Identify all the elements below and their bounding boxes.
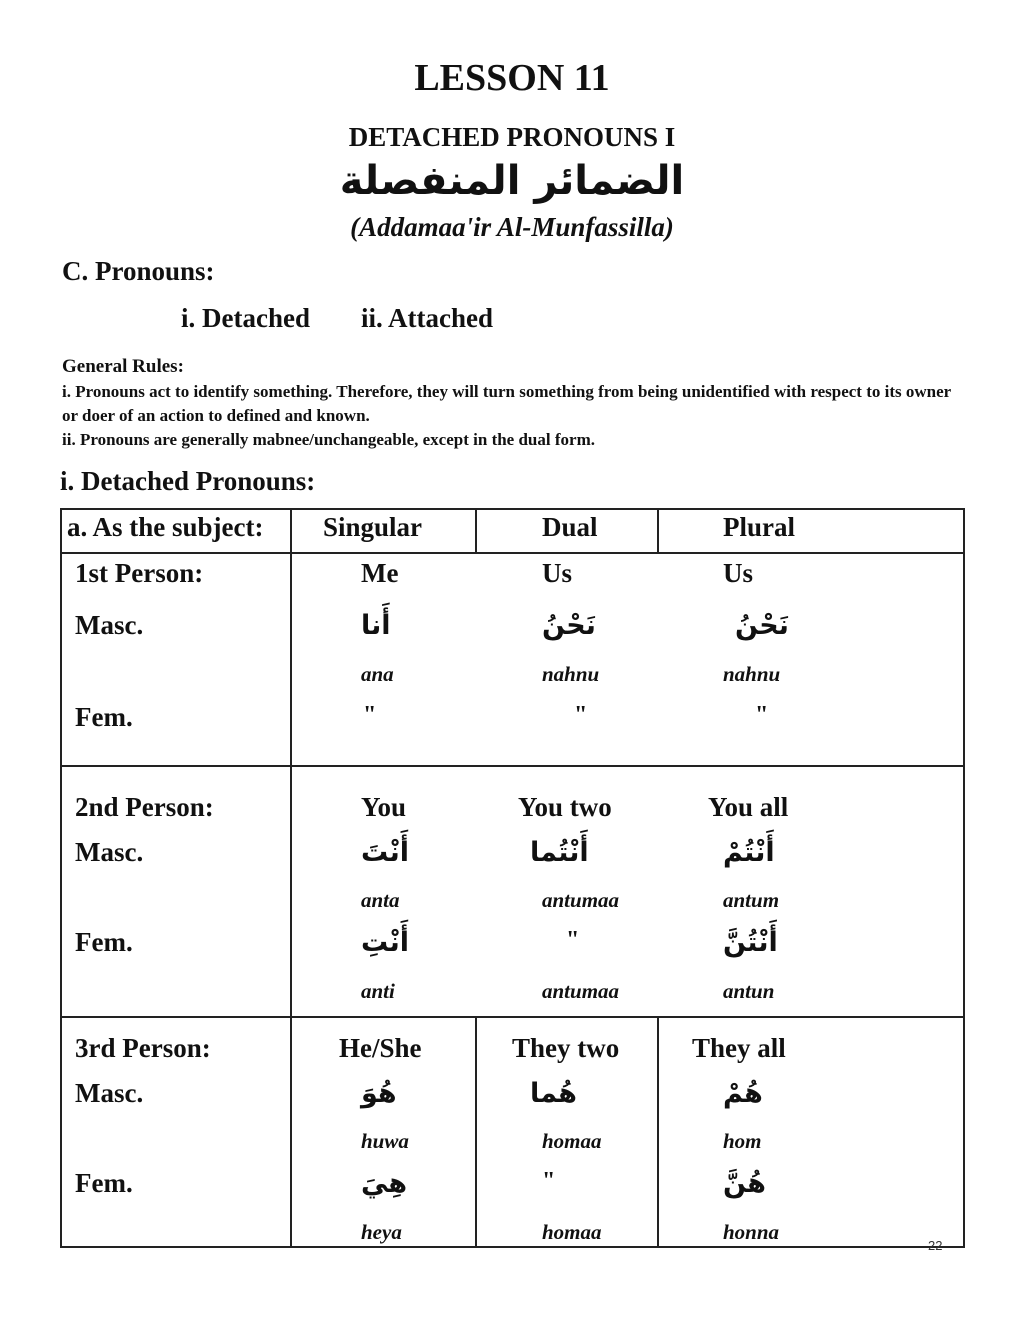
transliteration: anti — [361, 979, 395, 1003]
column-header-subject: a. As the subject: — [67, 512, 264, 542]
lesson-subtitle: DETACHED PRONOUNS I — [348, 122, 676, 152]
english-pronoun: They all — [692, 1033, 786, 1063]
arabic-pronoun: هِيَ — [361, 1168, 408, 1199]
transliteration: antum — [723, 888, 780, 912]
fem-label: Fem. — [75, 1168, 133, 1198]
arabic-title: الضمائر المنفصلة — [339, 158, 685, 204]
english-pronoun: Us — [542, 558, 573, 588]
fem-label: Fem. — [75, 927, 133, 957]
arabic-pronoun: أَنْتُنَّ — [723, 927, 778, 958]
arabic-pronoun: هُما — [530, 1078, 577, 1109]
transliteration: hom — [723, 1129, 762, 1153]
ditto-mark: " — [574, 702, 588, 728]
transliteration: ana — [361, 662, 394, 686]
table-row-divider — [60, 1016, 965, 1018]
transliteration: homaa — [542, 1129, 602, 1153]
person-label: 1st Person: — [75, 558, 204, 588]
arabic-pronoun: أَنْتَ — [361, 837, 409, 868]
masc-label: Masc. — [75, 610, 144, 640]
transliteration: homaa — [542, 1220, 602, 1244]
arabic-pronoun: هُوَ — [361, 1078, 397, 1109]
arabic-pronoun: نَحْنُ — [735, 610, 789, 641]
english-pronoun: Us — [723, 558, 754, 588]
arabic-pronoun: أَنْتُمْ — [723, 837, 775, 868]
english-pronoun: They two — [512, 1033, 620, 1063]
transliteration: honna — [723, 1220, 780, 1244]
transliteration: nahnu — [723, 662, 781, 686]
table-column-divider — [657, 508, 659, 553]
column-header-singular: Singular — [323, 512, 423, 542]
arabic-pronoun: هُنَّ — [723, 1168, 767, 1199]
transliteration: antun — [723, 979, 775, 1003]
table-row-divider — [60, 765, 965, 767]
table-column-divider — [290, 508, 292, 1248]
transliteration: anta — [361, 888, 400, 912]
arabic-pronoun: هُمْ — [723, 1078, 763, 1109]
rule-item: i. Pronouns act to identify something. Therefore, they will turn something from being unidentified with respect to its owner or doer of an action to defined and known. — [62, 382, 951, 425]
arabic-pronoun: أَنْتُما — [530, 837, 589, 868]
fem-label: Fem. — [75, 702, 133, 732]
title-transliteration: (Addamaa'ir Al-Munfassilla) — [350, 212, 674, 242]
general-rules-heading: General Rules: — [62, 356, 184, 377]
english-pronoun: Me — [361, 558, 399, 588]
column-header-plural: Plural — [723, 512, 795, 542]
ditto-mark: " — [542, 1168, 556, 1194]
table-border-left — [60, 508, 62, 1248]
english-pronoun: You two — [518, 792, 612, 822]
english-pronoun: You all — [708, 792, 789, 822]
masc-label: Masc. — [75, 1078, 144, 1108]
masc-label: Masc. — [75, 837, 144, 867]
transliteration: nahnu — [542, 662, 600, 686]
page-number: 22 — [928, 1238, 943, 1253]
transliteration: heya — [361, 1220, 402, 1244]
table-border-top — [60, 508, 965, 510]
section-heading: C. Pronouns: — [62, 256, 215, 286]
lesson-title: LESSON 11 — [414, 57, 610, 99]
table-border-bottom — [60, 1246, 965, 1248]
table-column-divider — [657, 1016, 659, 1248]
pronoun-type-attached: ii. Attached — [361, 303, 493, 333]
ditto-mark: " — [363, 702, 377, 728]
person-label: 3rd Person: — [75, 1033, 211, 1063]
table-border-right — [963, 508, 965, 1248]
table-column-divider — [475, 508, 477, 553]
ditto-mark: " — [755, 702, 769, 728]
pronoun-type-detached: i. Detached — [181, 303, 310, 333]
english-pronoun: You — [361, 792, 407, 822]
arabic-pronoun: أَنا — [361, 610, 391, 641]
table-column-divider — [475, 1016, 477, 1248]
column-header-dual: Dual — [542, 512, 598, 542]
rule-item: ii. Pronouns are generally mabnee/unchangeable, except in the dual form. — [62, 430, 595, 449]
english-pronoun: He/She — [339, 1033, 422, 1063]
person-label: 2nd Person: — [75, 792, 214, 822]
arabic-pronoun: نَحْنُ — [542, 610, 596, 641]
arabic-pronoun: أَنْتِ — [361, 927, 409, 958]
transliteration: antumaa — [542, 888, 620, 912]
transliteration: huwa — [361, 1129, 409, 1153]
detached-pronouns-heading: i. Detached Pronouns: — [60, 466, 316, 496]
ditto-mark: " — [566, 927, 580, 953]
table-header-divider — [60, 552, 965, 554]
transliteration: antumaa — [542, 979, 620, 1003]
